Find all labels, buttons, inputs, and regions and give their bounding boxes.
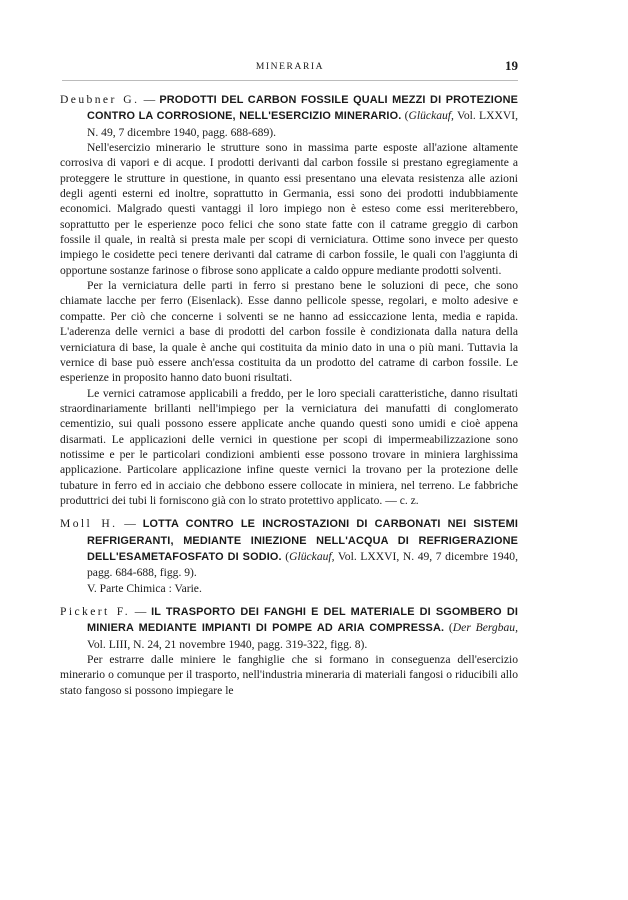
entry-paragraph: Per la verniciatura delle parti in ferro si prestano bene le soluzioni di pece, che sono chiamate lacche per ferro (Eisenlack). Esse danno pellicole spesse, regolari, e molto adesive e compatte. Per ciò che concerne i solventi se ne hanno ad essiccazione lenta, media e rapida. L'aderenza delle vernici a base di prodotti del carbon fossile è condizionata dalla natura della verniciatura di base, la quale è anche qui costituita da minio dato in una o più mani. Tuttavia la vernice di base può essere anch'essa costituita da un prodotto del catrame di carbon fossile. Le esperienze in proposito hanno dato buoni risultati. xyxy=(60,279,518,385)
running-head: MINERARIA xyxy=(255,62,325,72)
page-number: 19 xyxy=(505,58,518,73)
entry-heading: Moll H. — LOTTA CONTRO LE INCROSTAZIONI DI CARBONATI NEI SISTEMI REFRIGERANTI, MEDIANTE INIEZIONE NELL'ACQUA DI REFRIGERAZIONE DELL'ESAMETAFOSFATO DI SODIO. (Glückauf, Vol. LXXVI, N. 49, 7 dicembre 1940, pagg. 684-688, figg. 9). xyxy=(60,517,518,580)
entry-paragraph: Per estrarre dalle miniere le fanghiglie che si formano in conseguenza dell'esercizio minerario o comunque per il trasporto, nell'industria mineraria di materiali fangosi o riducibili allo stato fangoso si possono impiegare le xyxy=(60,653,518,697)
entry-journal: Der Bergbau, xyxy=(452,621,519,635)
entry-see-also: V. Parte Chimica : Varie. xyxy=(87,581,202,595)
entry-journal: Glückauf, xyxy=(289,549,335,563)
article-body xyxy=(60,90,518,698)
abstract-entry-deubner xyxy=(60,92,518,508)
entry-author: Moll H. xyxy=(60,517,118,531)
entry-heading: Deubner G. — PRODOTTI DEL CARBON FOSSILE QUALI MEZZI DI PROTEZIONE CONTRO LA CORROSIONE, NELL'ESERCIZIO MINERARIO. (Glückauf, Vol. LXXVI, N. 49, 7 dicembre 1940, pagg. 688-689). xyxy=(60,93,519,139)
entry-heading: Pickert F. — IL TRASPORTO DEI FANGHI E DEL MATERIALE DI SGOMBERO DI MINIERA MEDIANTE IMPIANTI DI POMPE AD ARIA COMPRESSA. (Der Bergbau, Vol. LIII, N. 24, 21 novembre 1940, pagg. 319-322, figg. 8). xyxy=(60,605,519,651)
entry-title: IL TRASPORTO DEI FANGHI E DEL MATERIALE DI SGOMBERO DI MINIERA MEDIANTE IMPIANTI DI POMPE AD ARIA COMPRESSA. xyxy=(87,606,519,635)
entry-citation: Vol. LXXVI, N. 49, 7 dicembre 1940, pagg. 688-689). xyxy=(87,109,518,139)
entry-title: PRODOTTI DEL CARBON FOSSILE QUALI MEZZI DI PROTEZIONE CONTRO LA CORROSIONE, NELL'ESERCIZIO MINERARIO. xyxy=(87,94,519,123)
entry-dash: — xyxy=(130,605,152,618)
entry-title: LOTTA CONTRO LE INCROSTAZIONI DI CARBONATI NEI SISTEMI REFRIGERANTI, MEDIANTE INIEZIONE NELL'ACQUA DI REFRIGERAZIONE DELL'ESAMETAFOSFATO DI SODIO. xyxy=(87,518,518,563)
entry-citation: Vol. LXXVI, N. 49, 7 dicembre 1940, pagg. 684-688, figg. 9). xyxy=(87,549,518,580)
entry-journal: Glückauf, xyxy=(408,109,454,123)
entry-dash: — xyxy=(139,93,160,106)
abstract-entry-moll xyxy=(60,516,518,596)
entry-author: Deubner G. xyxy=(60,93,140,106)
header-rule xyxy=(62,80,518,81)
abstract-entry-pickert xyxy=(60,604,518,698)
entry-citation: Vol. LIII, N. 24, 21 novembre 1940, pagg. 319-322, figg. 8). xyxy=(87,637,368,651)
entry-paragraph: Nell'esercizio minerario le strutture sono in massima parte esposte all'azione altamente corrosiva di vapori e di acque. I prodotti derivanti dal carbon fossile si prestano egregiamente a proteggere le strutture in questione, in quanto essi presentano una elevata resistenza alle azioni degli agenti esterni ed inoltre, soprattutto in Germania, essi sono dei prodotti indubbiamente economici. Malgrado questi vantaggi il loro impiego non è esteso come essi meriterebbero, soprattutto per le esperienze poco felici che sono state fatte con il catrame greggio di carbon fossile il quale, in realtà si presta male per scopi di verniciatura. Ottime sono invece per questo impiego le cosidette peci tenere derivanti dal catrame di carbon fossile, le quali con l'aggiunta di opportune sostanze farinose o fibrose sono applicate a caldo oppure mediante prodotti solventi. xyxy=(60,141,518,277)
entry-paragraph: Le vernici catramose applicabili a freddo, per le loro speciali caratteristiche, danno risultati straordinariamente brillanti nell'impiego per la verniciatura dei manufatti di conglomerato cementizio, sui quali possono essere applicate anche quando questi sono umidi e cioè appena disarmati. Le applicazioni delle vernici in questione per scopi di impermeabilizzazione sono notissime e per le particolari condizioni ambienti esse possono trovare in miniera larghissima applicazione. Particolare applicazione infine queste vernici la trovano per la protezione delle tubature in ferro ed in acciaio che debbono essere collocate in miniera, nel terreno. Le fabbriche produttrici dei tubi li forniscono già con lo strato protettivo applicato. — c. z. xyxy=(60,386,518,507)
entry-dash: — xyxy=(117,517,143,531)
entry-author: Pickert F. xyxy=(60,605,130,618)
page-header xyxy=(62,60,518,80)
